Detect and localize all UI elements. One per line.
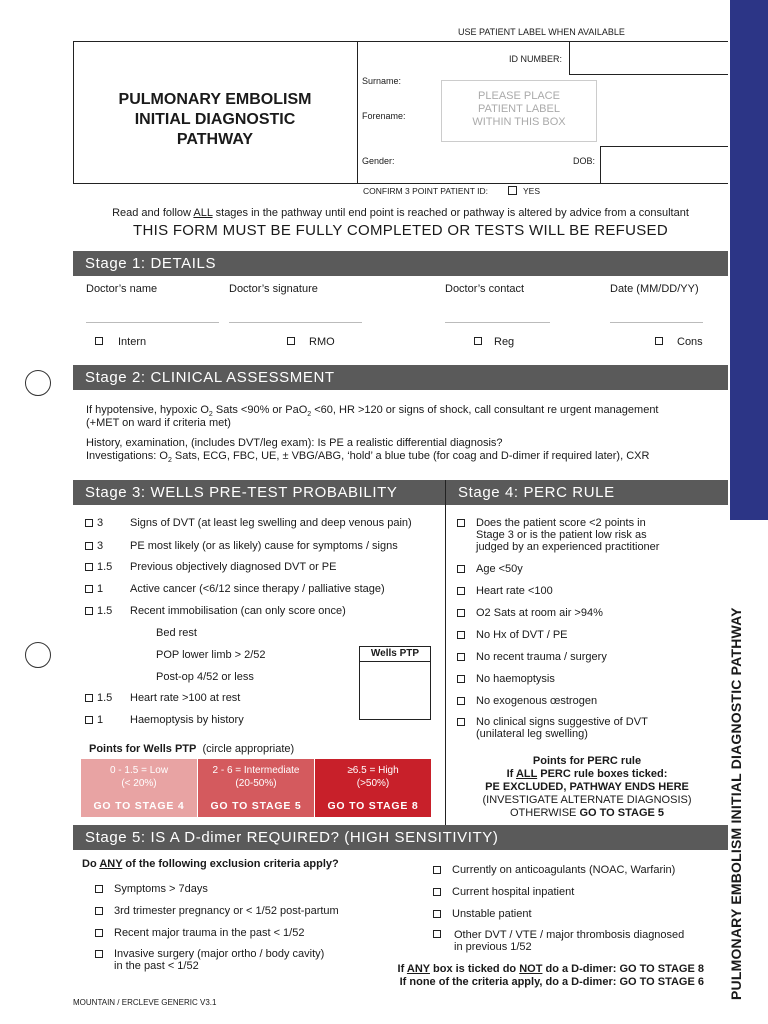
exclusion-surgery-text: Invasive surgery (major ortho / body cavity) in the past < 1/52 — [114, 948, 325, 972]
wells-item-checkbox[interactable] — [85, 585, 93, 593]
perc-item-checkbox[interactable] — [457, 631, 465, 639]
stage2-header: Stage 2: CLINICAL ASSESSMENT — [73, 365, 728, 390]
wells-item-score: 1 — [97, 714, 104, 726]
exclusion-item-text: Unstable patient — [452, 908, 532, 920]
wells-item-checkbox[interactable] — [85, 542, 93, 550]
sub-item: POP lower limb > 2/52 — [156, 649, 266, 661]
exclusion-item-checkbox[interactable] — [433, 888, 441, 896]
stage2-met-text: (+MET on ward if criteria met) — [86, 417, 231, 429]
wells-item-score: 1 — [97, 583, 104, 595]
band-range: 2 - 6 = Intermediate — [212, 765, 300, 776]
wells-item-checkbox[interactable] — [85, 519, 93, 527]
perc-item-checkbox[interactable] — [457, 609, 465, 617]
wells-item-score: 1.5 — [97, 561, 113, 573]
doctor-name-field[interactable] — [86, 322, 219, 323]
wells-item-score: 3 — [97, 517, 104, 529]
perc-item-checkbox[interactable] — [457, 697, 465, 705]
sub-item: Bed rest — [156, 627, 197, 639]
exclusion-item-text: 3rd trimester pregnancy or < 1/52 post-partum — [114, 905, 339, 917]
reg-label: Reg — [494, 336, 515, 348]
stage2-investigations-text: Investigations: $O_2$ Sats, ECG, FBC, UE, ± VBG/ABG, ‘hold’ a blue tube (for coag and D-dimer if required later), CXR — [86, 450, 650, 465]
stage5-header: Stage 5: IS A D-dimer REQUIRED? (HIGH SENSITIVITY) — [73, 825, 728, 850]
doctor-signature-label: Doctor’s signature — [229, 283, 318, 295]
wells-item-text: Recent immobilisation (can only score once) — [130, 605, 346, 617]
perc-dvt-checkbox[interactable] — [457, 718, 465, 726]
wells-item-score: 3 — [97, 540, 104, 552]
gender-label: Gender: — [362, 156, 395, 166]
exclusion-item-checkbox[interactable] — [95, 885, 103, 893]
confirm-id-label: CONFIRM 3 POINT PATIENT ID: — [363, 186, 488, 196]
warning-text: THIS FORM MUST BE FULLY COMPLETED OR TESTS WILL BE REFUSED — [133, 222, 668, 239]
wells-ptp-label: Wells PTP — [360, 647, 430, 662]
intern-label: Intern — [118, 336, 147, 348]
wells-item-text: PE most likely (or as likely) cause for symptoms / signs — [130, 540, 398, 552]
patient-label-box: PLEASE PLACE PATIENT LABEL WITHIN THIS BOX — [441, 80, 597, 142]
perc-low-risk-text: Does the patient score <2 points in Stage 3 or is the patient low risk as judged by an experienced practitioner — [476, 517, 660, 553]
wells-item-text: Active cancer (<6/12 since therapy / palliative stage) — [130, 583, 385, 595]
forename-label: Forename: — [362, 111, 406, 121]
stage5-question: Do ANY of the following exclusion criteria apply? — [82, 858, 339, 870]
wells-item-text: Heart rate >100 at rest — [130, 692, 241, 704]
band-pct: (< 20%) — [121, 778, 157, 789]
date-label: Date (MM/DD/YY) — [610, 283, 699, 295]
perc-item-text: No haemoptysis — [476, 673, 555, 685]
cons-checkbox[interactable] — [655, 337, 663, 345]
doctor-signature-field[interactable] — [229, 322, 362, 323]
stage1-header: Stage 1: DETAILS — [73, 251, 728, 276]
confirm-yes-label: YES — [523, 186, 541, 196]
side-title: PULMONARY EMBOLISM INITIAL DIAGNOSTIC PATHWAY — [728, 607, 744, 1000]
surname-label: Surname: — [362, 76, 402, 86]
wells-item-text: Haemoptysis by history — [130, 714, 244, 726]
exclusion-item-checkbox[interactable] — [95, 907, 103, 915]
wells-item-checkbox[interactable] — [85, 607, 93, 615]
points-wells-label: Points for Wells PTP (circle appropriate) — [89, 743, 295, 755]
perc-item-text: Heart rate <100 — [476, 585, 553, 597]
side-color-bar — [730, 0, 768, 520]
perc-item-checkbox[interactable] — [457, 675, 465, 683]
wells-item-score: 1.5 — [97, 692, 113, 704]
binder-hole — [25, 370, 51, 396]
stage3-header: Stage 3: WELLS PRE-TEST PROBABILITY — [73, 480, 445, 505]
id-number-field[interactable] — [569, 41, 728, 75]
instructions: Read and follow ALL stages in the pathway until end point is reached or pathway is altered by advice from a consultant — [112, 207, 689, 219]
doctor-name-label: Doctor’s name — [86, 283, 158, 295]
exclusion-thrombosis-text: Other DVT / VTE / major thrombosis diagnosed in previous 1/52 — [454, 929, 685, 953]
wells-item-text: Signs of DVT (at least leg swelling and deep venous pain) — [130, 517, 412, 529]
perc-item-text: No Hx of DVT / PE — [476, 629, 568, 641]
id-number-label: ID NUMBER: — [509, 54, 563, 64]
page-title: PULMONARY EMBOLISM INITIAL DIAGNOSTIC PATHWAY — [118, 91, 312, 148]
perc-item-checkbox[interactable] — [457, 565, 465, 573]
cons-label: Cons — [677, 336, 703, 348]
rmo-checkbox[interactable] — [287, 337, 295, 345]
doctor-contact-label: Doctor’s contact — [445, 283, 525, 295]
band-go: GO TO STAGE 5 — [210, 800, 302, 812]
stage4-header: Stage 4: PERC RULE — [446, 480, 728, 505]
use-label-note: USE PATIENT LABEL WHEN AVAILABLE — [458, 27, 625, 37]
wells-item-checkbox[interactable] — [85, 563, 93, 571]
perc-outcome: Points for PERC rule If ALL PERC rule boxes ticked: PE EXCLUDED, PATHWAY ENDS HERE (INVESTIGATE ALTERNATE DIAGNOSIS) OTHERWISE GO TO STAGE 5 — [482, 755, 692, 819]
exclusion-surgery-checkbox[interactable] — [95, 950, 103, 958]
perc-item-checkbox[interactable] — [457, 587, 465, 595]
stage2-history-text: History, examination, (includes DVT/leg exam): Is PE a realistic differential diagnosis? — [86, 437, 503, 449]
exclusion-item-text: Recent major trauma in the past < 1/52 — [114, 927, 305, 939]
wells-band-intermediate[interactable] — [198, 759, 314, 817]
band-range: ≥6.5 = High — [347, 765, 399, 776]
exclusion-item-checkbox[interactable] — [433, 866, 441, 874]
exclusion-item-text: Symptoms > 7days — [114, 883, 208, 895]
band-go: GO TO STAGE 8 — [327, 800, 419, 812]
band-pct: (>50%) — [356, 778, 390, 789]
divider — [357, 41, 358, 183]
band-range: 0 - 1.5 = Low — [109, 765, 169, 776]
wells-band-high[interactable] — [315, 759, 431, 817]
perc-item-text: No recent trauma / surgery — [476, 651, 607, 663]
sub-item: Post-op 4/52 or less — [156, 671, 254, 683]
perc-item-checkbox[interactable] — [457, 653, 465, 661]
perc-dvt-text: No clinical signs suggestive of DVT (unilateral leg swelling) — [476, 716, 648, 740]
wells-item-checkbox[interactable] — [85, 694, 93, 702]
stage5-outcome: If ANY box is ticked do NOT do a D-dimer: GO TO STAGE 8 If none of the criteria apply, do a D-dimer: GO TO STAGE 6 — [397, 963, 704, 988]
perc-low-risk-checkbox[interactable] — [457, 519, 465, 527]
exclusion-thrombosis-checkbox[interactable] — [433, 930, 441, 938]
intern-checkbox[interactable] — [95, 337, 103, 345]
reg-checkbox[interactable] — [474, 337, 482, 345]
band-pct: (20-50%) — [235, 778, 277, 789]
dob-label: DOB: — [573, 156, 596, 166]
wells-item-text: Previous objectively diagnosed DVT or PE — [130, 561, 337, 573]
date-field[interactable] — [610, 322, 703, 323]
perc-item-text: No exogenous œstrogen — [476, 695, 598, 707]
perc-item-text: Age <50y — [476, 563, 523, 575]
exclusion-item-text: Currently on anticoagulants (NOAC, Warfarin) — [452, 864, 676, 876]
wells-item-checkbox[interactable] — [85, 716, 93, 724]
confirm-id-checkbox[interactable] — [508, 186, 517, 195]
exclusion-item-text: Current hospital inpatient — [452, 886, 575, 898]
wells-ptp-box[interactable] — [359, 646, 431, 720]
exclusion-item-checkbox[interactable] — [95, 929, 103, 937]
exclusion-item-checkbox[interactable] — [433, 910, 441, 918]
stage2-urgent-text: If hypotensive, hypoxic $O_2$ Sats <90% or PaO$_2$ <60, HR >120 or signs of shock, call consultant re urgent management — [86, 404, 659, 419]
binder-hole — [25, 642, 51, 668]
dob-field[interactable] — [600, 146, 728, 184]
wells-band-low[interactable] — [81, 759, 197, 817]
perc-item-text: O2 Sats at room air >94% — [476, 607, 603, 619]
rmo-label: RMO — [309, 336, 335, 348]
footer-version: MOUNTAIN / ERCLEVE GENERIC V3.1 — [73, 998, 217, 1007]
band-go: GO TO STAGE 4 — [93, 800, 185, 812]
doctor-contact-field[interactable] — [445, 322, 550, 323]
wells-item-score: 1.5 — [97, 605, 113, 617]
